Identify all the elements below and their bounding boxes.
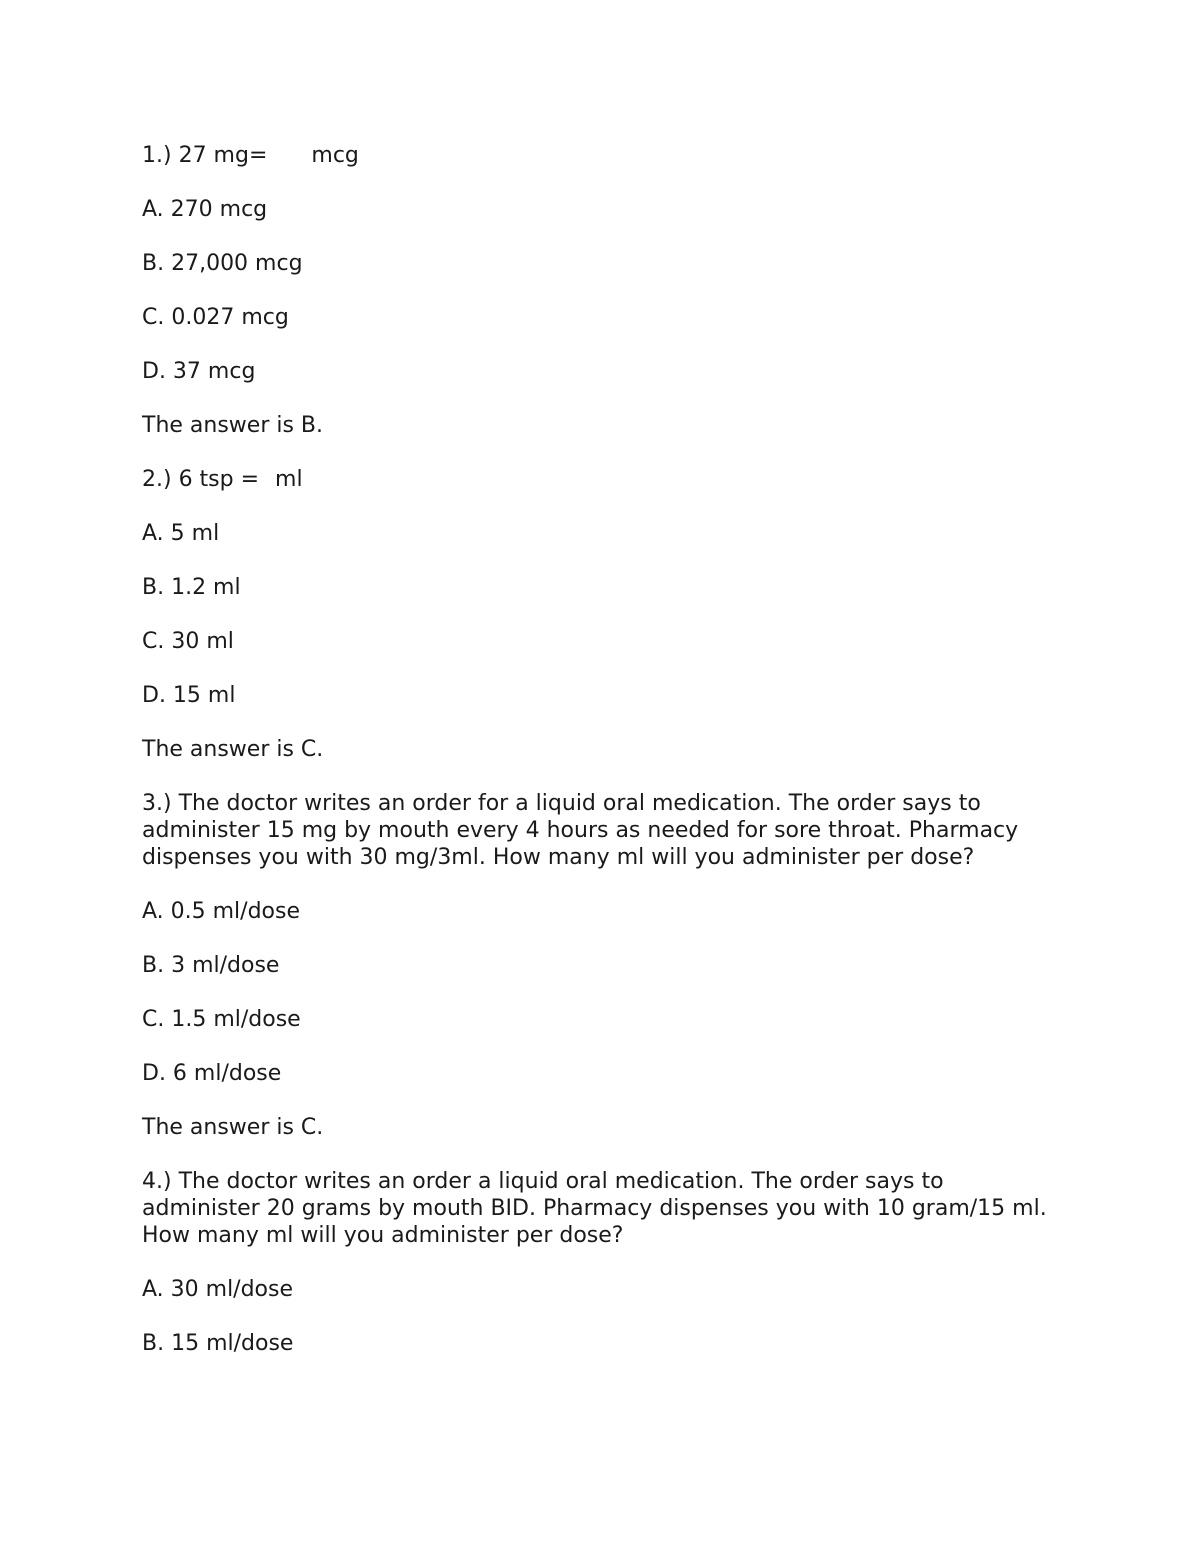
question-4-stem: 4.) The doctor writes an order a liquid oral medication. The order says to administer 20 grams by mouth BID. Pharmacy dispenses you with 10 gram/15 ml. How many ml will you administer per dose? xyxy=(142,1169,1054,1248)
question-2-stem xyxy=(142,466,1062,493)
question-1-stem xyxy=(142,142,1062,169)
question-2-option-b: B. 1.2 ml xyxy=(142,575,241,600)
question-3-stem: 3.) The doctor writes an order for a liquid oral medication. The order says to administer 15 mg by mouth every 4 hours as needed for sore throat. Pharmacy dispenses you with 30 mg/3ml. How many ml will you administer per dose? xyxy=(142,791,1026,870)
question-3-option-c: C. 1.5 ml/dose xyxy=(142,1007,301,1032)
question-2-answer: The answer is C. xyxy=(142,737,324,762)
question-3-answer: The answer is C. xyxy=(142,1115,324,1140)
question-2-stem-text: 2.) 6 tsp = xyxy=(142,467,260,492)
question-3-option-d: D. 6 ml/dose xyxy=(142,1061,282,1086)
question-1-option-b: B. 27,000 mcg xyxy=(142,251,303,276)
question-1-option-c: C. 0.027 mcg xyxy=(142,305,289,330)
question-3-option-a: A. 0.5 ml/dose xyxy=(142,899,301,924)
question-1-unit: mcg xyxy=(311,143,359,168)
question-1-answer: The answer is B. xyxy=(142,413,324,438)
question-1-option-a: A. 270 mcg xyxy=(142,197,268,222)
question-3-option-b: B. 3 ml/dose xyxy=(142,953,280,978)
question-2-option-d: D. 15 ml xyxy=(142,683,236,708)
question-1-option-d: D. 37 mcg xyxy=(142,359,256,384)
question-4-option-a: A. 30 ml/dose xyxy=(142,1277,294,1302)
question-4-option-b: B. 15 ml/dose xyxy=(142,1331,294,1356)
question-1-stem-text: 1.) 27 mg= xyxy=(142,143,268,168)
document-body xyxy=(142,142,1062,1384)
question-2-unit: ml xyxy=(275,467,303,492)
question-2-option-a: A. 5 ml xyxy=(142,521,220,546)
question-2-option-c: C. 30 ml xyxy=(142,629,234,654)
